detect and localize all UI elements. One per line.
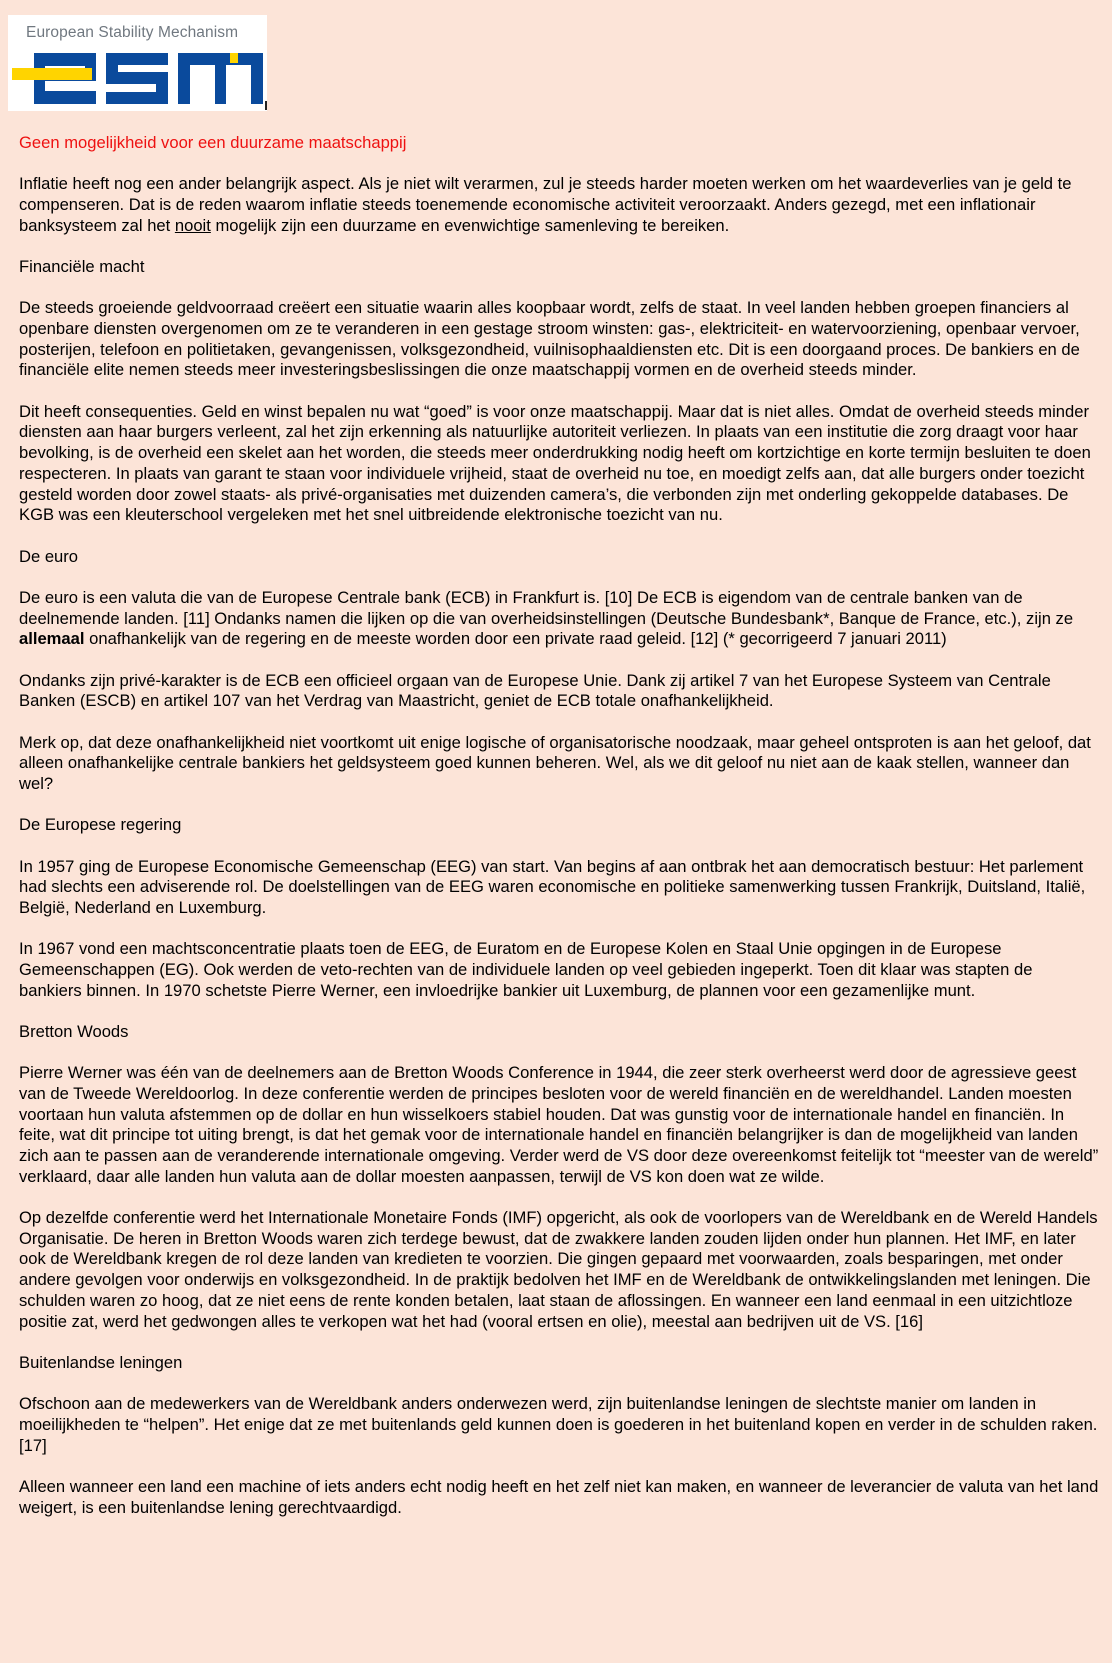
paragraph: In 1967 vond een machtsconcentratie plaats toen de EEG, de Euratom en de Europese Kolen en Staal Unie opgingen in de Europese Gemeenschappen (EG). Ook werden de veto-rechten van de individuele landen op veel gebieden ingeperkt. Toen dit klaar was stapten de bankiers binnen. In 1970 schetste Pierre Werner, een invloedrijke bankier uit Luxemburg, de plannen voor een gezamenlijke munt. <box>19 939 1033 1000</box>
bold-text: allemaal <box>19 629 85 649</box>
paragraph: Op dezelfde conferentie werd het Internationale Monetaire Fonds (IMF) opgericht, als ook de voorlopers van de Wereldbank en de Wereld Handels Organisatie. De heren in Bretton Woods waren zich terdege bewust, dat de zwakkere landen zouden lijden onder hun plannen. Het IMF, en later ook de Wereldbank kregen de rol deze landen van kredieten te voorzien. Die gingen gepaard met voorwaarden, zoals besparingen, met onder andere gevolgen voor onderwijs en volksgezondheid. In de praktijk bedolven het IMF en de Wereldbank de ontwikkelingslanden met leningen. Die schulden waren zo hoog, dat ze niet eens de rente konden betalen, laat staan de aflossingen. En wanneer een land eenmaal in een uitzichtloze positie zat, werd het gedwongen alles te verkopen wat het had (vooral ertsen en olie), meestal aan bedrijven uit de VS. [16] <box>19 1208 1098 1331</box>
section-heading: Bretton Woods <box>19 1021 129 1041</box>
paragraph <box>19 588 1099 650</box>
text-cursor <box>265 101 267 110</box>
logo-yellow-bar <box>12 68 92 80</box>
logo-text: European Stability Mechanism <box>26 24 239 41</box>
underlined-text: nooit <box>174 215 211 235</box>
article-title: Geen mogelijkheid voor een duurzame maatschappij <box>19 133 407 152</box>
logo-letter-m <box>178 53 263 104</box>
paragraph-text: mogelijk zijn een duurzame en evenwichtige samenleving te bereiken. <box>210 215 730 235</box>
paragraph: In 1957 ging de Europese Economische Gemeenschap (EEG) van start. Van begins af aan ontbrak het aan democratisch bestuur: Het parlement had slechts een adviserende rol. De doelstellingen van de EEG waren economische en politieke samenwerking tussen Frankrijk, Duitsland, Italië, België, Nederland en Luxemburg. <box>19 856 1086 917</box>
section-heading: Buitenlandse leningen <box>19 1352 183 1372</box>
paragraph: Ondanks zijn privé-karakter is de ECB een officieel orgaan van de Europese Unie. Dank zij artikel 7 van het Europese Systeem van Centrale Banken (ESCB) en artikel 107 van het Verdrag van Maastricht, geniet de ECB totale onafhankelijkheid. <box>19 670 1051 711</box>
paragraph <box>19 174 1099 236</box>
esm-logo <box>8 15 267 111</box>
paragraph-text: De euro is een valuta die van de Europese Centrale bank (ECB) in Frankfurt is. [10] De ECB is eigendom van de centrale banken van de deelnemende landen. [11] Ondanks namen die lijken op die van overheidsinstellingen (Deutsche Bundesbank*, Banque de France, etc.), zijn ze <box>19 587 1074 628</box>
paragraph: De steeds groeiende geldvoorraad creëert een situatie waarin alles koopbaar wordt, zelfs de staat. In veel landen hebben groepen financiers al openbare diensten overgenomen om ze te veranderen in een gestage stroom winsten: gas-, elektriciteit- en watervoorziening, openbaar vervoer, posterijen, telefoon en politietaken, gevangenissen, volksgezondheid, vuilnisophaaldiensten etc. Dit is een doorgaand proces. De bankiers en de financiële elite nemen steeds meer investeringsbeslissingen die onze maatschappij vormen en de overheid steeds minder. <box>19 298 1080 380</box>
logo-letter-s <box>106 53 168 104</box>
section-heading: Financiële macht <box>19 257 145 276</box>
section-heading: De euro <box>19 546 79 566</box>
paragraph: Merk op, dat deze onafhankelijkheid niet voortkomt uit enige logische of organisatorische noodzaak, maar geheel ontsproten is aan het geloof, dat alleen onafhankelijke centrale bankiers het geldsysteem goed kunnen beheren. Wel, als we dit geloof nu niet aan de kaak stellen, wanneer dan wel? <box>19 732 1091 793</box>
paragraph: Pierre Werner was één van de deelnemers aan de Bretton Woods Conference in 1944, die zeer sterk overheerst werd door de agressieve geest van de Tweede Wereldoorlog. In deze conferentie werden de principes besloten voor de wereld financiën en de wereldhandel. Landen moesten voortaan hun valuta afstemmen op de dollar en hun wisselkoers stabiel houden. Dat was gunstig voor de internationale handel en financiën. In feite, wat dit principe tot uiting brengt, is dat het gemak voor de internationale handel en financiën belangrijker is dan de mogelijkheid van landen zich aan te passen aan de veranderende internationale omgeving. Verder werd de VS door deze overeenkomst feitelijk tot “meester van de wereld” verklaard, daar alle landen hun valuta aan de dollar moesten aanpassen, terwijl de VS kon doen wat ze wilde. <box>19 1063 1099 1186</box>
section-heading: De Europese regering <box>19 815 182 835</box>
paragraph-text: onafhankelijk van de regering en de meeste worden door een private raad geleid. [12] (* gecorrigeerd 7 januari 2011) <box>84 629 947 649</box>
logo-yellow-square <box>230 53 238 63</box>
article <box>19 133 1099 1539</box>
paragraph-text: Inflatie heeft nog een ander belangrijk aspect. Als je niet wilt verarmen, zul je steeds harder moeten werken om het waardeverlies van je geld te compenseren. Dat is de reden waarom inflatie steeds toenemende economische activiteit veroorzaakt. Anders gezegd, met een inflationair banksysteem zal het <box>19 174 1072 235</box>
esm-logo-mark <box>8 15 267 111</box>
paragraph: Dit heeft consequenties. Geld en winst bepalen nu wat “goed” is voor onze maatschappij. Maar dat is niet alles. Omdat de overheid steeds minder diensten aan haar burgers verleent, zal het zijn erkenning als natuurlijke autoriteit verliezen. In plaats van een institutie die zorg draagt voor haar bevolking, is de overheid een skelet aan het worden, die steeds meer onderdrukking nodig heeft om kortzichtige en korte termijn besluiten te doen respecteren. In plaats van garant te staan voor individuele vrijheid, staat de overheid nu toe, en moedigt zelfs aan, dat alle burgers onder toezicht gesteld worden door zowel staats- als privé-organisaties met duizenden camera’s, die verbonden zijn met onderling gekoppelde databases. De KGB was een kleuterschool vergeleken met het snel uitbreidende elektronische toezicht van nu. <box>19 401 1091 525</box>
paragraph: Ofschoon aan de medewerkers van de Wereldbank anders onderwezen werd, zijn buitenlandse leningen de slechtste manier om landen in moeilijkheden te “helpen”. Het enige dat ze met buitenlands geld kunnen doen is goederen in het buitenland kopen en verder in de schulden raken. [17] <box>19 1394 1098 1455</box>
paragraph: Alleen wanneer een land een machine of iets anders echt nodig heeft en het zelf niet kan maken, en wanneer de leverancier de valuta van het land weigert, is een buitenlandse lening gerechtvaardigd. <box>19 1476 1099 1517</box>
